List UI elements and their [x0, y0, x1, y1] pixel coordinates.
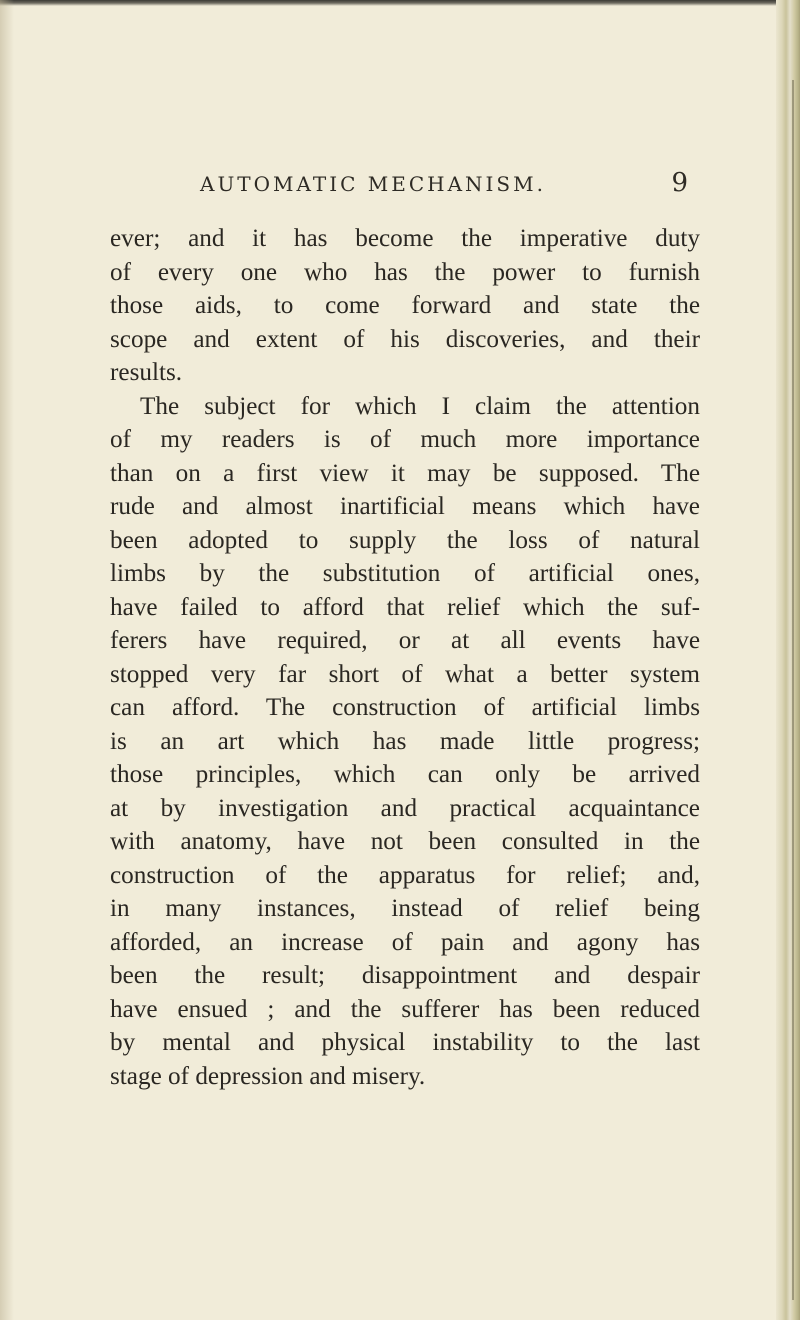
text-line: limbs by the substitution of artificial ones,: [110, 560, 700, 587]
text-line: have failed to afford that relief which the suf-: [110, 593, 700, 621]
text-line: is an art which has made little progress;: [110, 727, 700, 755]
page-top-edge: [0, 0, 800, 6]
text-line: can afford. The construction of artificial limbs: [110, 694, 700, 721]
paragraph: [110, 390, 700, 1094]
text-line: construction of the apparatus for relief; and,: [110, 861, 700, 889]
paragraph: [110, 222, 700, 390]
text-line: at by investigation and practical acquaintance: [110, 794, 700, 822]
text-line: stopped very far short of what a better system: [110, 660, 700, 688]
running-head: [108, 168, 688, 208]
page-number: 9: [671, 168, 688, 198]
text-line: The subject for which I claim the attention: [140, 392, 700, 420]
text-line: have ensued ; and the sufferer has been reduced: [110, 995, 700, 1023]
page-edge-line: [792, 80, 794, 1300]
text-line: of my readers is of much more importance: [110, 426, 700, 453]
text-line: ferers have required, or at all events have: [110, 627, 700, 654]
text-line: than on a first view it may be supposed. The: [110, 459, 700, 487]
text-line: those aids, to come forward and state the: [110, 292, 700, 319]
text-line: afforded, an increase of pain and agony has: [110, 928, 700, 956]
text-line: in many instances, instead of relief being: [110, 895, 700, 922]
text-line: with anatomy, have not been consulted in the: [110, 828, 700, 855]
text-line: been the result; disappointment and despair: [110, 962, 700, 989]
body-text: [110, 222, 700, 1093]
text-line: scope and extent of his discoveries, and their: [110, 325, 700, 353]
text-line: rude and almost inartificial means which have: [110, 493, 700, 520]
text-line: ever; and it has become the imperative duty: [110, 225, 700, 252]
text-line: been adopted to supply the loss of natural: [110, 526, 700, 554]
text-line: of every one who has the power to furnish: [110, 258, 700, 286]
text-line: by mental and physical instability to the last: [110, 1029, 700, 1056]
running-title: AUTOMATIC MECHANISM.: [200, 172, 546, 196]
page-fore-edge: [776, 0, 800, 1320]
gutter-shadow: [0, 0, 14, 1320]
text-line: results.: [110, 359, 183, 386]
text-line: stage of depression and misery.: [110, 1062, 426, 1090]
text-line: those principles, which can only be arrived: [110, 761, 700, 788]
